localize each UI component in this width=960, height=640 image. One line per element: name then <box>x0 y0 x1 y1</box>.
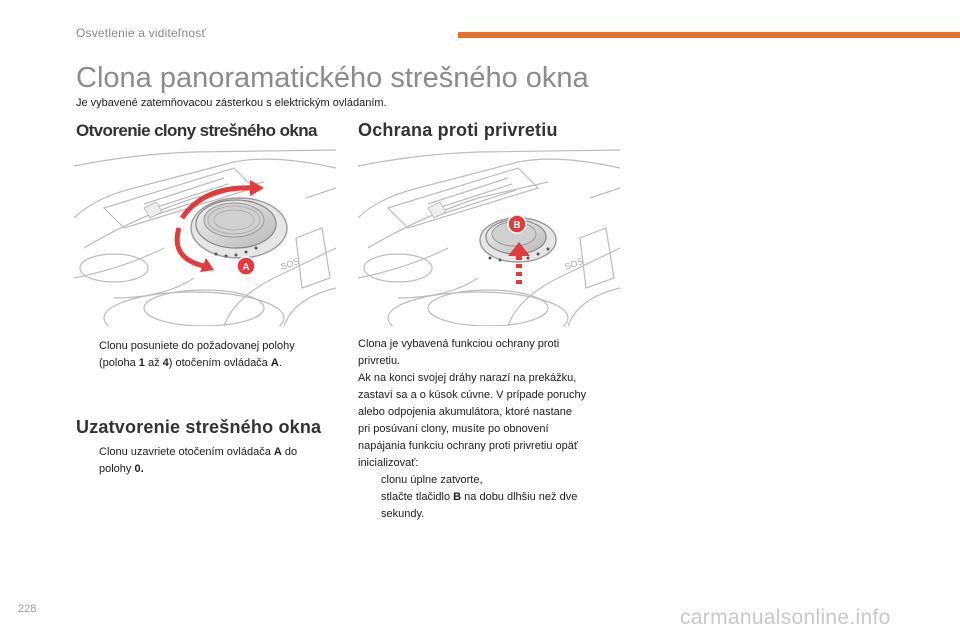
sos-label: SOS <box>279 255 301 272</box>
paragraph-line: pri posúvaní clony, musíte po obnovení <box>358 423 549 435</box>
paragraph-line: napájania funkciu ochrany proti privretiu opäť <box>358 440 578 452</box>
page-subtitle: Je vybavené zatemňovacou zásterkou s elektrickým ovládaním. <box>76 97 387 109</box>
page-title: Clona panoramatického strešného okna <box>76 62 589 94</box>
position-from: 1 <box>138 357 145 369</box>
paragraph-line: Clona je vybavená funkciou ochrany proti <box>358 338 560 350</box>
section-label: Osvetlenie a viditeľnosť <box>76 26 207 40</box>
header-accent-bar <box>458 32 960 38</box>
page-number: 228 <box>18 603 37 615</box>
protection-bullet-1-text: clonu úplne zatvorte, <box>381 474 483 486</box>
paragraph-line: alebo odpojenia akumulátora, ktoré nastane <box>358 406 573 418</box>
open-instruction-line2: (poloha 1 až 4) otočením ovládača A. <box>99 357 282 369</box>
paragraph-line: privretiu. <box>358 355 401 367</box>
button-b-ref: B <box>453 491 462 503</box>
close-section-heading: Uzatvorenie strešného okna <box>76 417 322 437</box>
callout-a: A <box>242 262 250 273</box>
paragraph-line: Ak na konci svojej dráhy narazí na prekážku, <box>358 372 577 384</box>
watermark: carmanualsonline.info <box>680 606 891 629</box>
open-section-heading: Otvorenie clony strešného okna <box>76 121 317 140</box>
protection-bullet-2-line1: stlačte tlačidlo B na dobu dlhšiu než dve <box>381 491 578 503</box>
protection-section-heading: Ochrana proti privretiu <box>358 120 558 140</box>
protection-bullet-1 <box>358 472 638 489</box>
button-b-illustration <box>358 148 620 326</box>
sos-label: SOS <box>563 255 585 272</box>
control-a-ref: A <box>270 357 279 369</box>
callout-b: B <box>513 220 521 231</box>
rotary-control-illustration <box>74 148 336 326</box>
close-instruction <box>76 444 346 484</box>
paragraph-line: zastaví sa a o kúsok cúvne. V prípade poruchy <box>358 389 587 401</box>
position-to: 4 <box>162 357 169 369</box>
protection-paragraph <box>358 336 638 472</box>
close-instruction-line1: Clonu uzavriete otočením ovládača A do <box>99 446 298 458</box>
control-a-ref: A <box>273 446 282 458</box>
close-instruction-line2: polohy 0. <box>99 463 144 475</box>
protection-bullet-2 <box>358 489 638 523</box>
open-instruction-line1: Clonu posuniete do požadovanej polohy <box>99 340 295 352</box>
open-instruction <box>76 338 346 378</box>
protection-bullet-2-line2: sekundy. <box>381 508 425 520</box>
position-zero: 0. <box>134 463 144 475</box>
paragraph-line: inicializovať: <box>358 457 419 469</box>
